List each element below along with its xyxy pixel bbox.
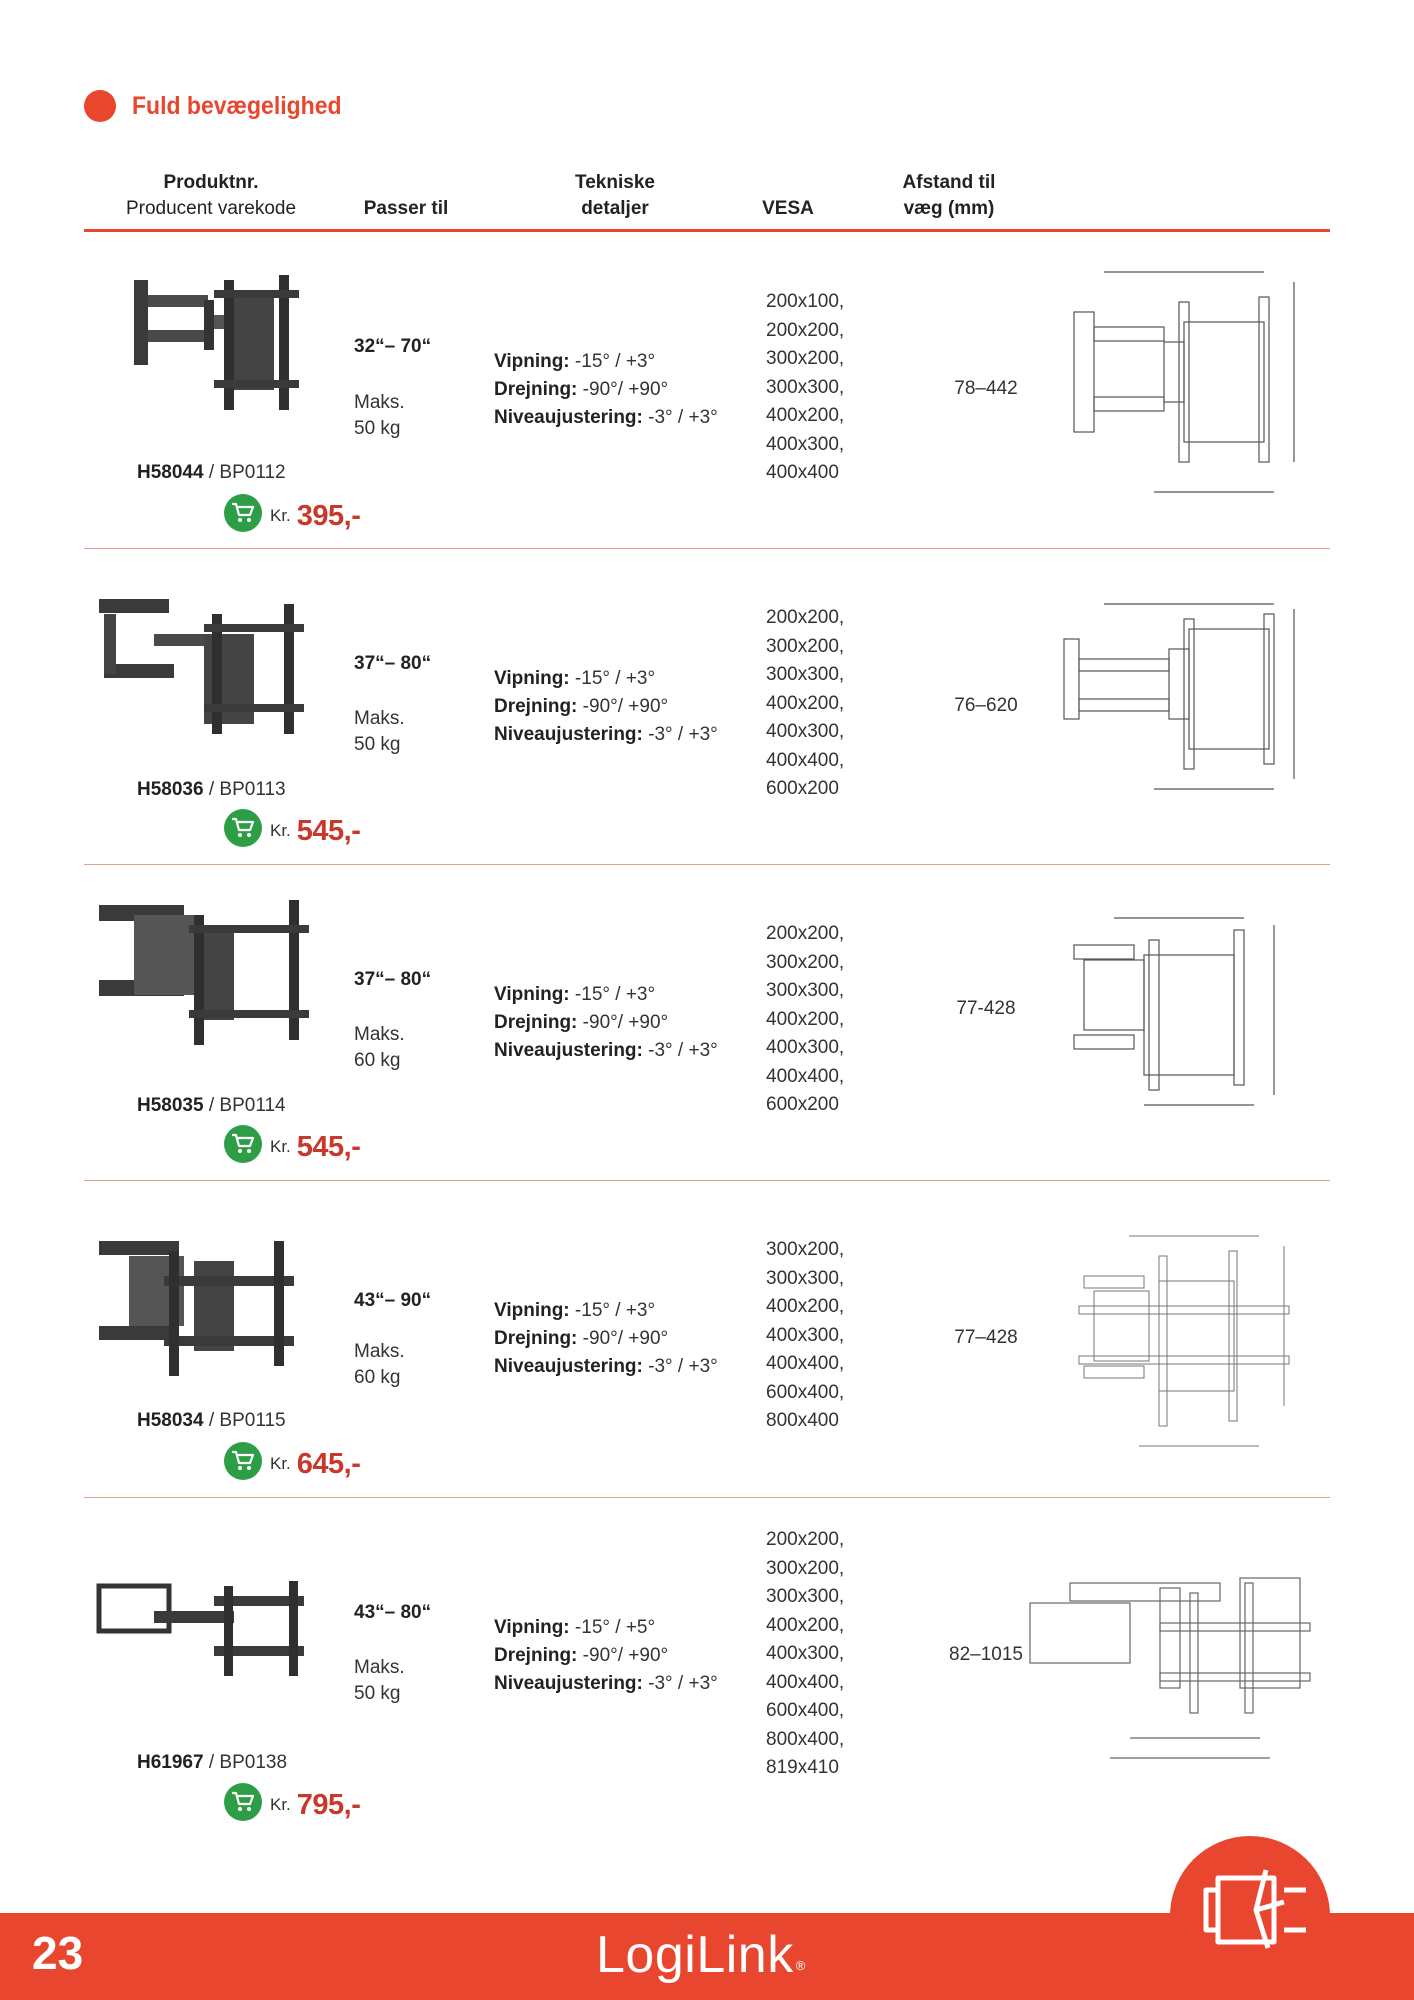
max-load: Maks. 50 kg xyxy=(354,1657,405,1704)
header-tech xyxy=(555,170,675,222)
header-vesa-label: VESA xyxy=(762,198,814,219)
product-code: H58035 / BP0114 xyxy=(137,1095,286,1116)
vesa-list: 200x100, 200x200, 300x200, 300x300, 400x200, 400x300, 400x400 xyxy=(766,291,845,483)
screen-size: 37“– 80“ xyxy=(354,969,432,990)
price: 395,- xyxy=(296,500,361,532)
product-code: H58036 / BP0113 xyxy=(137,779,286,800)
header-distance-line1: Afstand til xyxy=(902,172,996,193)
technical-details: Vipning: -15° / +3° Drejning: -90°/ +90° Niveaujustering: -3° / +3° xyxy=(494,984,718,1061)
header-distance xyxy=(884,170,1014,222)
currency-label: Kr. xyxy=(270,506,291,525)
currency-label: Kr. xyxy=(270,821,291,840)
section-title: Fuld bevægelighed xyxy=(132,91,342,120)
product-row xyxy=(84,1498,1330,1828)
price: 545,- xyxy=(296,815,361,847)
technical-details: Vipning: -15° / +3° Drejning: -90°/ +90° Niveaujustering: -3° / +3° xyxy=(494,1300,718,1377)
header-tech-line2: detaljer xyxy=(581,198,649,219)
price: 545,- xyxy=(296,1131,361,1163)
product-row xyxy=(84,549,1330,865)
cart-icon[interactable] xyxy=(224,809,262,847)
wall-mount-product-image xyxy=(94,594,319,744)
dimension-diagram xyxy=(1054,262,1314,512)
header-fits xyxy=(356,196,456,222)
max-load: Maks. 50 kg xyxy=(354,708,405,755)
product-code: H58034 / BP0115 xyxy=(137,1410,286,1431)
currency-label: Kr. xyxy=(270,1795,291,1814)
price-tag xyxy=(224,494,360,532)
wall-distance: 76–620 xyxy=(954,695,1018,716)
cart-icon[interactable] xyxy=(224,494,262,532)
technical-details: Vipning: -15° / +5° Drejning: -90°/ +90° Niveaujustering: -3° / +3° xyxy=(494,1617,718,1694)
technical-details: Vipning: -15° / +3° Drejning: -90°/ +90° Niveaujustering: -3° / +3° xyxy=(494,668,718,745)
brand-logo: LogiLink ® xyxy=(596,1926,806,1984)
price-tag xyxy=(224,1442,360,1480)
vesa-list: 200x200, 300x200, 300x300, 400x200, 400x300, 400x400, 600x200 xyxy=(766,923,845,1115)
price-tag xyxy=(224,1783,360,1821)
price-tag xyxy=(224,809,360,847)
header-fits-label: Passer til xyxy=(363,198,449,219)
screen-size: 37“– 80“ xyxy=(354,653,432,674)
price-tag xyxy=(224,1125,360,1163)
cart-icon[interactable] xyxy=(224,1125,262,1163)
max-load: Maks. 50 kg xyxy=(354,392,405,439)
cart-icon[interactable] xyxy=(224,1783,262,1821)
section-dot-icon xyxy=(84,90,116,122)
wall-mount-product-image xyxy=(129,270,319,430)
product-row xyxy=(84,232,1330,549)
header-product xyxy=(106,170,316,222)
header-tech-line1: Tekniske xyxy=(575,172,655,193)
dimension-diagram xyxy=(1059,1226,1314,1466)
product-code: H61967 / BP0138 xyxy=(137,1752,288,1773)
technical-details: Vipning: -15° / +3° Drejning: -90°/ +90° Niveaujustering: -3° / +3° xyxy=(494,351,718,428)
vesa-list: 300x200, 300x300, 400x200, 400x300, 400x400, 600x400, 800x400 xyxy=(766,1239,845,1431)
price: 645,- xyxy=(296,1448,361,1480)
vesa-list: 200x200, 300x200, 300x300, 400x200, 400x300, 400x400, 600x200 xyxy=(766,607,845,799)
vesa-list: 200x200, 300x200, 300x300, 400x200, 400x300, 400x400, 600x400, 800x400, 819x410 xyxy=(766,1529,845,1778)
product-code: H58044 / BP0112 xyxy=(137,462,286,483)
dimension-diagram xyxy=(1044,589,1314,809)
wall-mount-icon xyxy=(1196,1850,1316,1970)
header-vesa xyxy=(748,196,828,222)
max-load: Maks. 60 kg xyxy=(354,1024,405,1071)
section-heading xyxy=(84,90,360,122)
wall-distance: 82–1015 xyxy=(949,1644,1023,1665)
wall-distance: 77–428 xyxy=(954,1327,1018,1348)
currency-label: Kr. xyxy=(270,1454,291,1473)
screen-size: 43“– 80“ xyxy=(354,1602,432,1623)
wall-mount-product-image xyxy=(94,895,319,1055)
dimension-diagram xyxy=(1054,910,1314,1120)
header-distance-line2: væg (mm) xyxy=(903,198,995,219)
wall-distance: 78–442 xyxy=(954,378,1018,399)
max-load: Maks. 60 kg xyxy=(354,1341,405,1388)
dimension-diagram xyxy=(1010,1553,1314,1783)
product-row xyxy=(84,865,1330,1181)
wall-mount-product-image xyxy=(94,1576,309,1686)
wall-mount-product-image xyxy=(94,1236,304,1386)
page-number: 23 xyxy=(32,1927,84,1979)
wall-distance: 77-428 xyxy=(956,998,1016,1019)
screen-size: 43“– 90“ xyxy=(354,1290,432,1311)
currency-label: Kr. xyxy=(270,1137,291,1156)
cart-icon[interactable] xyxy=(224,1442,262,1480)
screen-size: 32“– 70“ xyxy=(354,336,432,357)
product-row xyxy=(84,1181,1330,1498)
header-product-line1: Produktnr. xyxy=(163,172,259,193)
header-product-line2: Producent varekode xyxy=(125,198,297,219)
price: 795,- xyxy=(296,1789,361,1821)
